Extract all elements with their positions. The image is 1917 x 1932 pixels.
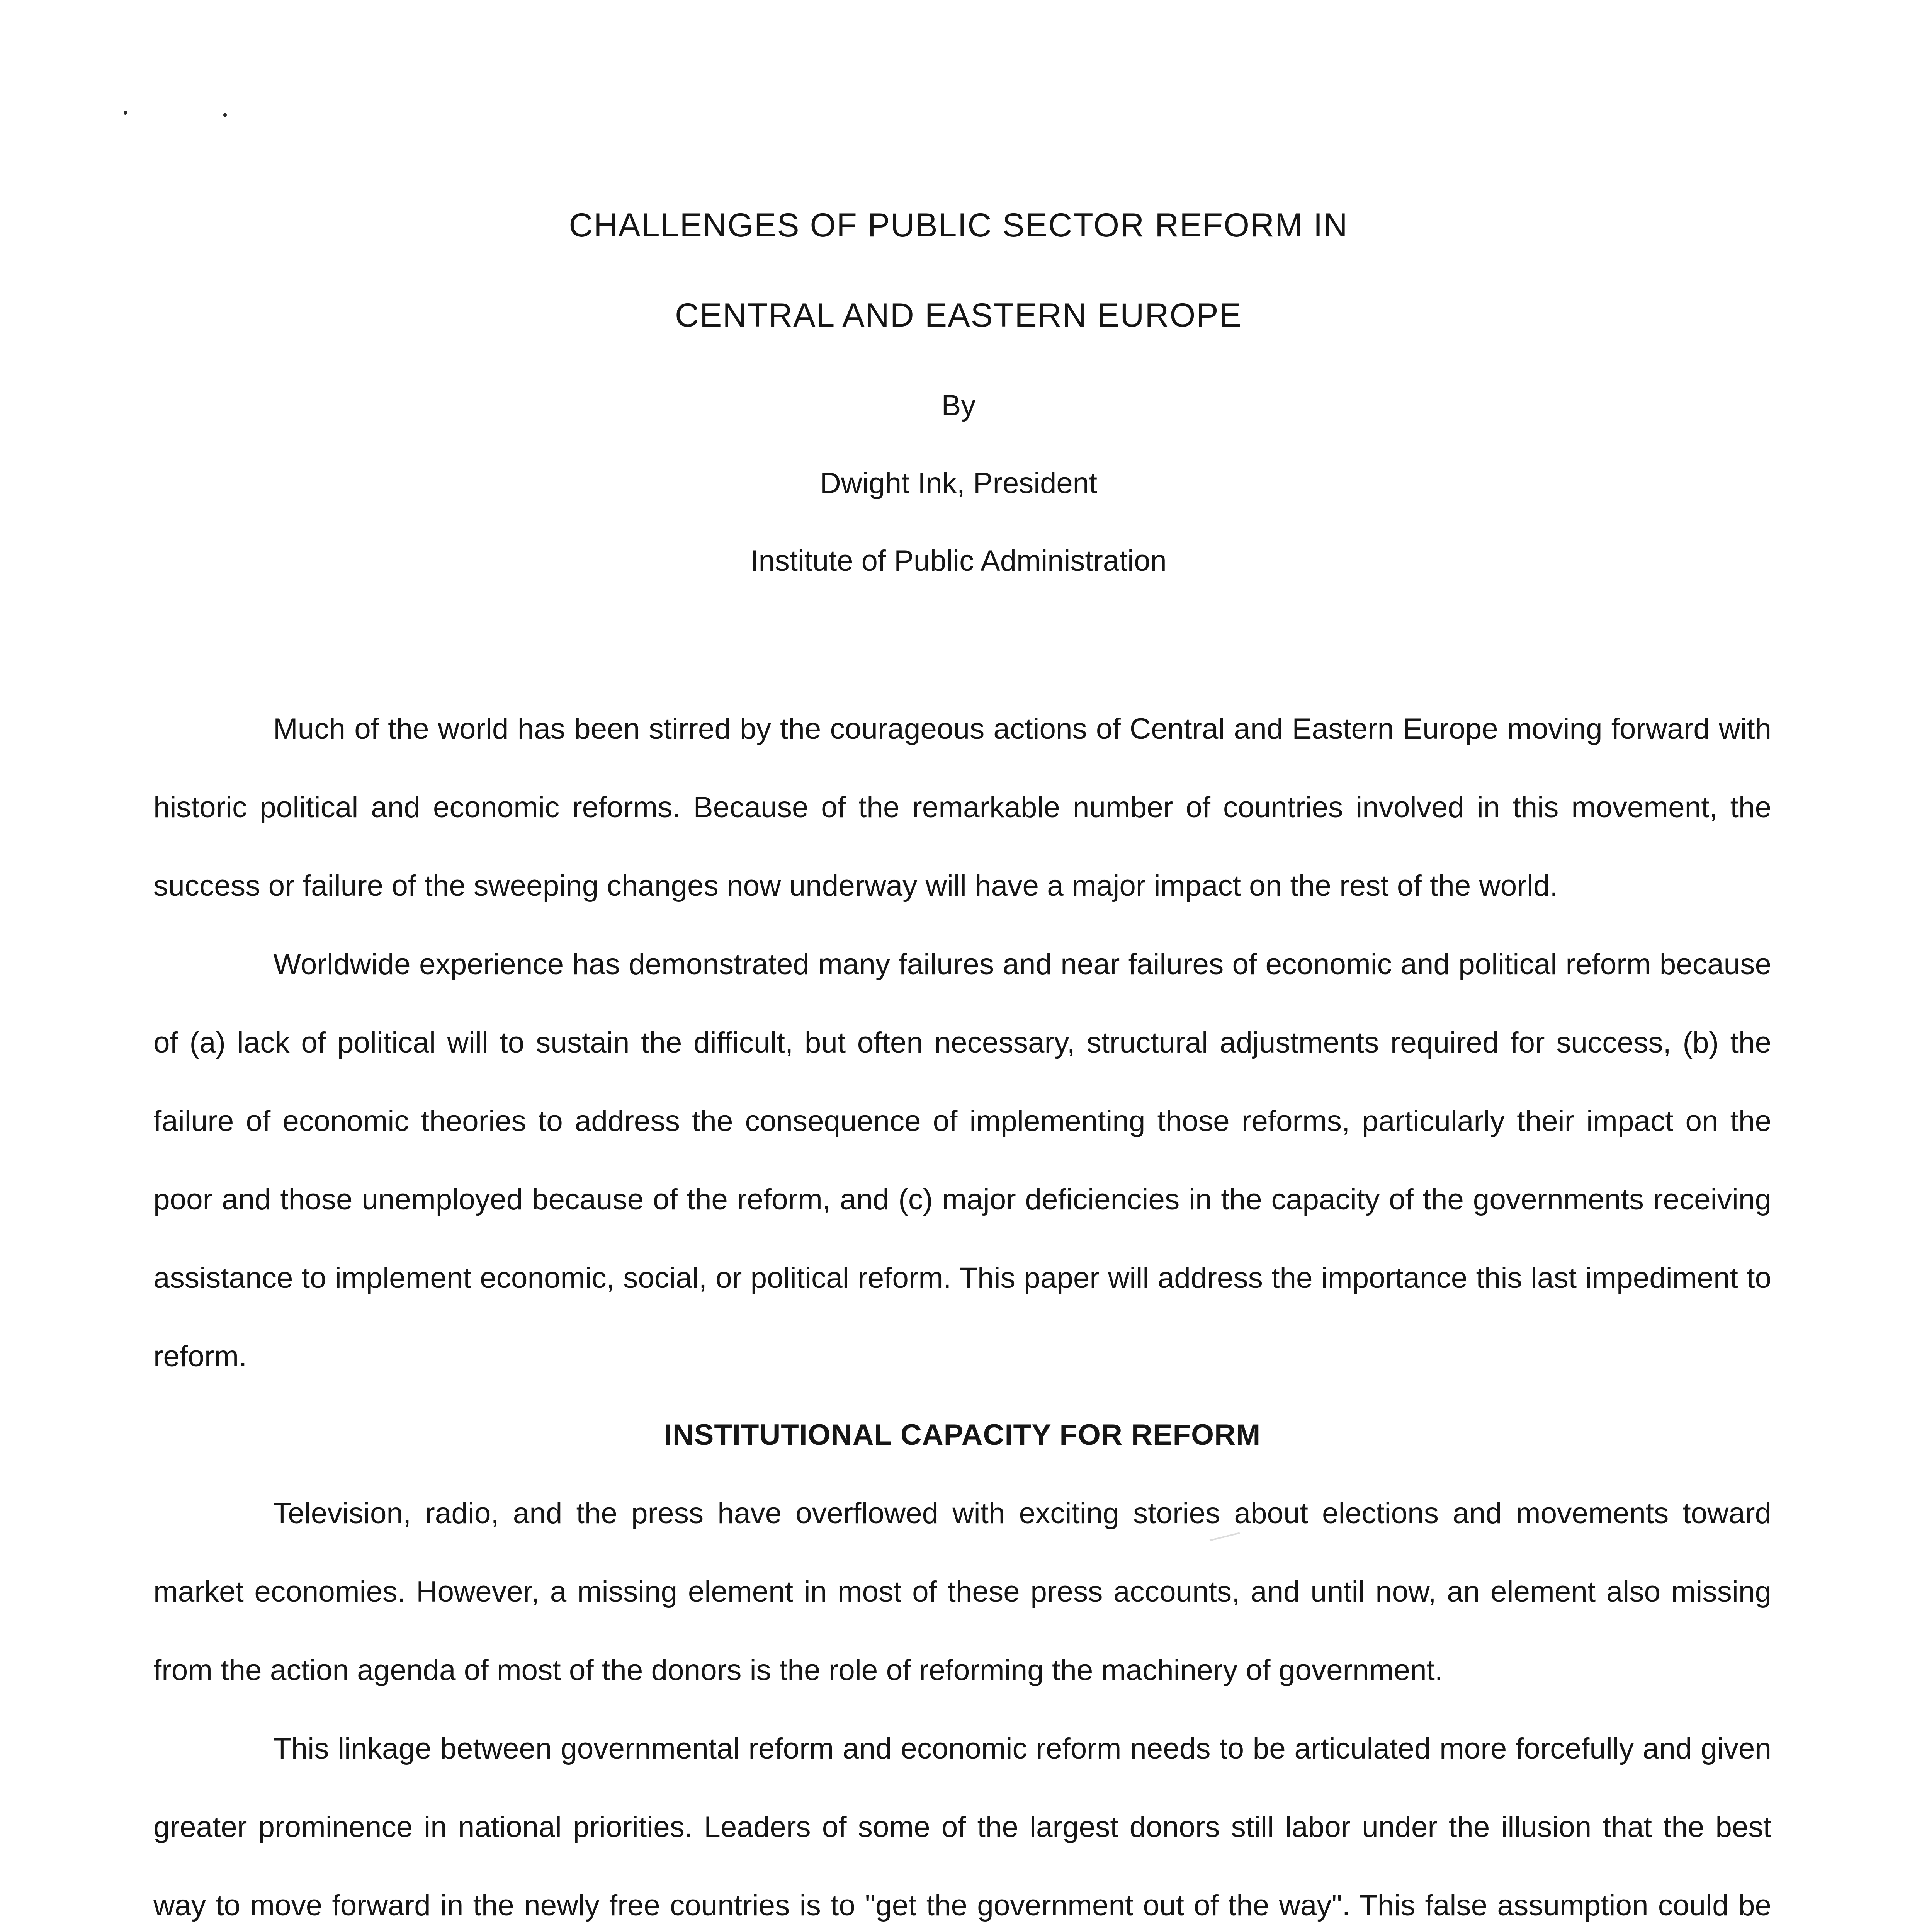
title-line-2: CENTRAL AND EASTERN EUROPE [675,297,1242,334]
scan-speck [223,113,227,117]
author-organization: Institute of Public Administration [750,544,1167,577]
author-name: Dwight Ink, President [819,467,1098,500]
paragraph-4: This linkage between governmental reform and economic reform needs to be articulated more forcefully and given greater prominence in national priorities. Leaders of some of the largest donors still labor under the illusion that the best way to move forward in the newly free countries is to "get the government out of the way". This false assumption could be [153,1732,1771,1922]
paragraph-2: Worldwide experience has demonstrated many failures and near failures of economic and political reform because of (a) lack of political will to sustain the difficult, but often necessary, structural adjustments required for success, (b) the failure of economic theories to address the consequence of implementing those reforms, particularly their impact on the poor and those unemployed because of the reform, and (c) major deficiencies in the capacity of the governments receiving assistance to implement economic, social, or political reform. This paper will address the importance this last impediment to reform. [153,948,1771,1373]
scan-specks [116,108,240,124]
paragraph-3: Television, radio, and the press have overflowed with exciting stories about elections and movements toward market economies. However, a missing element in most of these press accounts, and until now, an element also missing from the action agenda of most of the donors is the role of reforming the machinery of government. [153,1497,1771,1687]
scan-speck [124,111,127,115]
by-label: By [941,389,976,422]
title-line-1: CHALLENGES OF PUBLIC SECTOR REFORM IN [569,207,1348,244]
section-heading: INSTITUTIONAL CAPACITY FOR REFORM [664,1418,1261,1451]
paragraph-1: Much of the world has been stirred by the courageous actions of Central and Eastern Europe moving forward with historic political and economic reforms. Because of the remarkable number of countries involved in this movement, the success or failure of the sweeping changes now underway will have a major impact on the rest of the world. [153,713,1771,902]
body-text [153,690,1771,1932]
